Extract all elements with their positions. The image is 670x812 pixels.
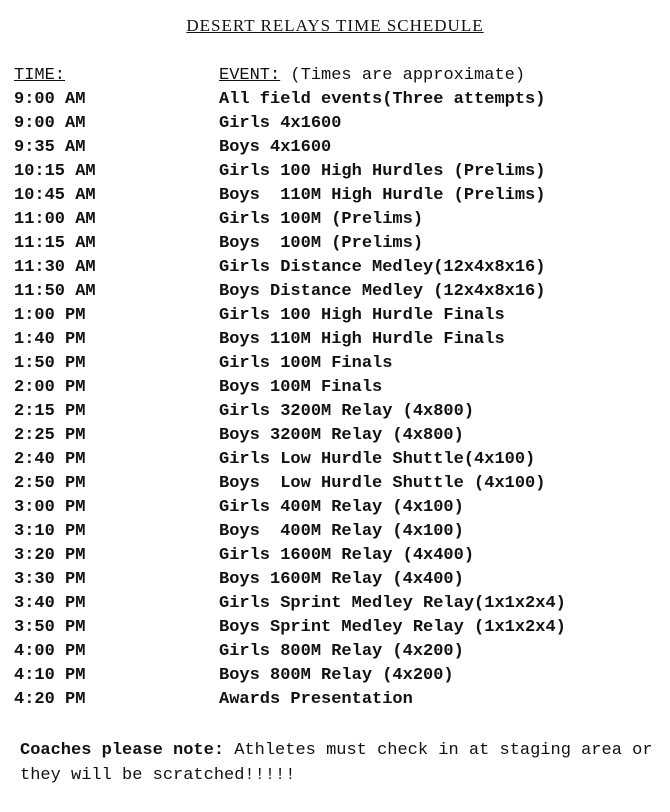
- table-row: [14, 690, 664, 714]
- row-time: 3:20 PM: [14, 546, 86, 565]
- table-row: [14, 450, 664, 474]
- row-time: 4:00 PM: [14, 642, 86, 661]
- row-time: 3:10 PM: [14, 522, 86, 541]
- row-time: 9:35 AM: [14, 138, 86, 157]
- row-time: 1:40 PM: [14, 330, 86, 349]
- row-event: Boys Low Hurdle Shuttle (4x100): [219, 474, 546, 493]
- row-event: Girls Distance Medley(12x4x8x16): [219, 258, 546, 277]
- table-row: [14, 402, 664, 426]
- row-time: 3:40 PM: [14, 594, 86, 613]
- row-time: 11:50 AM: [14, 282, 96, 301]
- row-event: Girls Low Hurdle Shuttle(4x100): [219, 450, 536, 469]
- row-event: Boys Distance Medley (12x4x8x16): [219, 282, 546, 301]
- table-row: [14, 186, 664, 210]
- table-row: [14, 90, 664, 114]
- table-row: [14, 234, 664, 258]
- row-event: Boys Sprint Medley Relay (1x1x2x4): [219, 618, 566, 637]
- table-row: [14, 666, 664, 690]
- page-title: DESERT RELAYS TIME SCHEDULE: [186, 16, 484, 35]
- table-row: [14, 354, 664, 378]
- row-time: 3:50 PM: [14, 618, 86, 637]
- row-event: Boys 100M Finals: [219, 378, 383, 397]
- row-time: 3:30 PM: [14, 570, 86, 589]
- row-event: Boys 110M High Hurdle (Prelims): [219, 186, 546, 205]
- table-row: [14, 474, 664, 498]
- row-event: Boys 3200M Relay (4x800): [219, 426, 464, 445]
- table-row: [14, 282, 664, 306]
- row-event: Girls 4x1600: [219, 114, 342, 133]
- row-time: 9:00 AM: [14, 114, 86, 133]
- row-time: 1:00 PM: [14, 306, 86, 325]
- note-text: Athletes must check in at staging area or they will be scratched!!!!!: [20, 741, 653, 785]
- event-column-header: [219, 66, 525, 85]
- row-time: 3:00 PM: [14, 498, 86, 517]
- schedule-table: [14, 90, 664, 714]
- row-time: 11:15 AM: [14, 234, 96, 253]
- event-note: (Times are approximate): [280, 66, 526, 85]
- row-event: Boys 4x1600: [219, 138, 332, 157]
- table-row: [14, 210, 664, 234]
- column-header: [14, 66, 664, 88]
- table-row: [14, 258, 664, 282]
- table-row: [14, 114, 664, 138]
- row-event: Girls 100 High Hurdles (Prelims): [219, 162, 546, 181]
- row-event: Girls Sprint Medley Relay(1x1x2x4): [219, 594, 566, 613]
- row-time: 10:15 AM: [14, 162, 96, 181]
- row-time: 4:10 PM: [14, 666, 86, 685]
- coaches-note: [20, 738, 660, 788]
- note-label: Coaches please note:: [20, 741, 225, 760]
- row-event: Boys 1600M Relay (4x400): [219, 570, 464, 589]
- row-event: Girls 800M Relay (4x200): [219, 642, 464, 661]
- table-row: [14, 642, 664, 666]
- table-row: [14, 546, 664, 570]
- row-event: Girls 400M Relay (4x100): [219, 498, 464, 517]
- row-time: 2:00 PM: [14, 378, 86, 397]
- table-row: [14, 330, 664, 354]
- table-row: [14, 306, 664, 330]
- table-row: [14, 138, 664, 162]
- table-row: [14, 162, 664, 186]
- row-event: Boys 800M Relay (4x200): [219, 666, 454, 685]
- row-event: All field events(Three attempts): [219, 90, 546, 109]
- table-row: [14, 594, 664, 618]
- row-event: Girls 100M Finals: [219, 354, 393, 373]
- row-time: 2:50 PM: [14, 474, 86, 493]
- table-row: [14, 426, 664, 450]
- row-time: 9:00 AM: [14, 90, 86, 109]
- row-event: Boys 400M Relay (4x100): [219, 522, 464, 541]
- row-event: Girls 1600M Relay (4x400): [219, 546, 475, 565]
- row-event: Girls 3200M Relay (4x800): [219, 402, 475, 421]
- row-event: Boys 100M (Prelims): [219, 234, 424, 253]
- row-event: Girls 100M (Prelims): [219, 210, 424, 229]
- row-time: 1:50 PM: [14, 354, 86, 373]
- table-row: [14, 498, 664, 522]
- row-event: Boys 110M High Hurdle Finals: [219, 330, 505, 349]
- event-label: EVENT:: [219, 66, 281, 85]
- table-row: [14, 570, 664, 594]
- row-time: 2:25 PM: [14, 426, 86, 445]
- row-time: 11:30 AM: [14, 258, 96, 277]
- time-column-header: TIME:: [14, 66, 66, 85]
- row-time: 4:20 PM: [14, 690, 86, 709]
- row-time: 10:45 AM: [14, 186, 96, 205]
- table-row: [14, 522, 664, 546]
- row-event: Awards Presentation: [219, 690, 413, 709]
- table-row: [14, 378, 664, 402]
- row-time: 2:40 PM: [14, 450, 86, 469]
- table-row: [14, 618, 664, 642]
- row-time: 2:15 PM: [14, 402, 86, 421]
- row-event: Girls 100 High Hurdle Finals: [219, 306, 505, 325]
- row-time: 11:00 AM: [14, 210, 96, 229]
